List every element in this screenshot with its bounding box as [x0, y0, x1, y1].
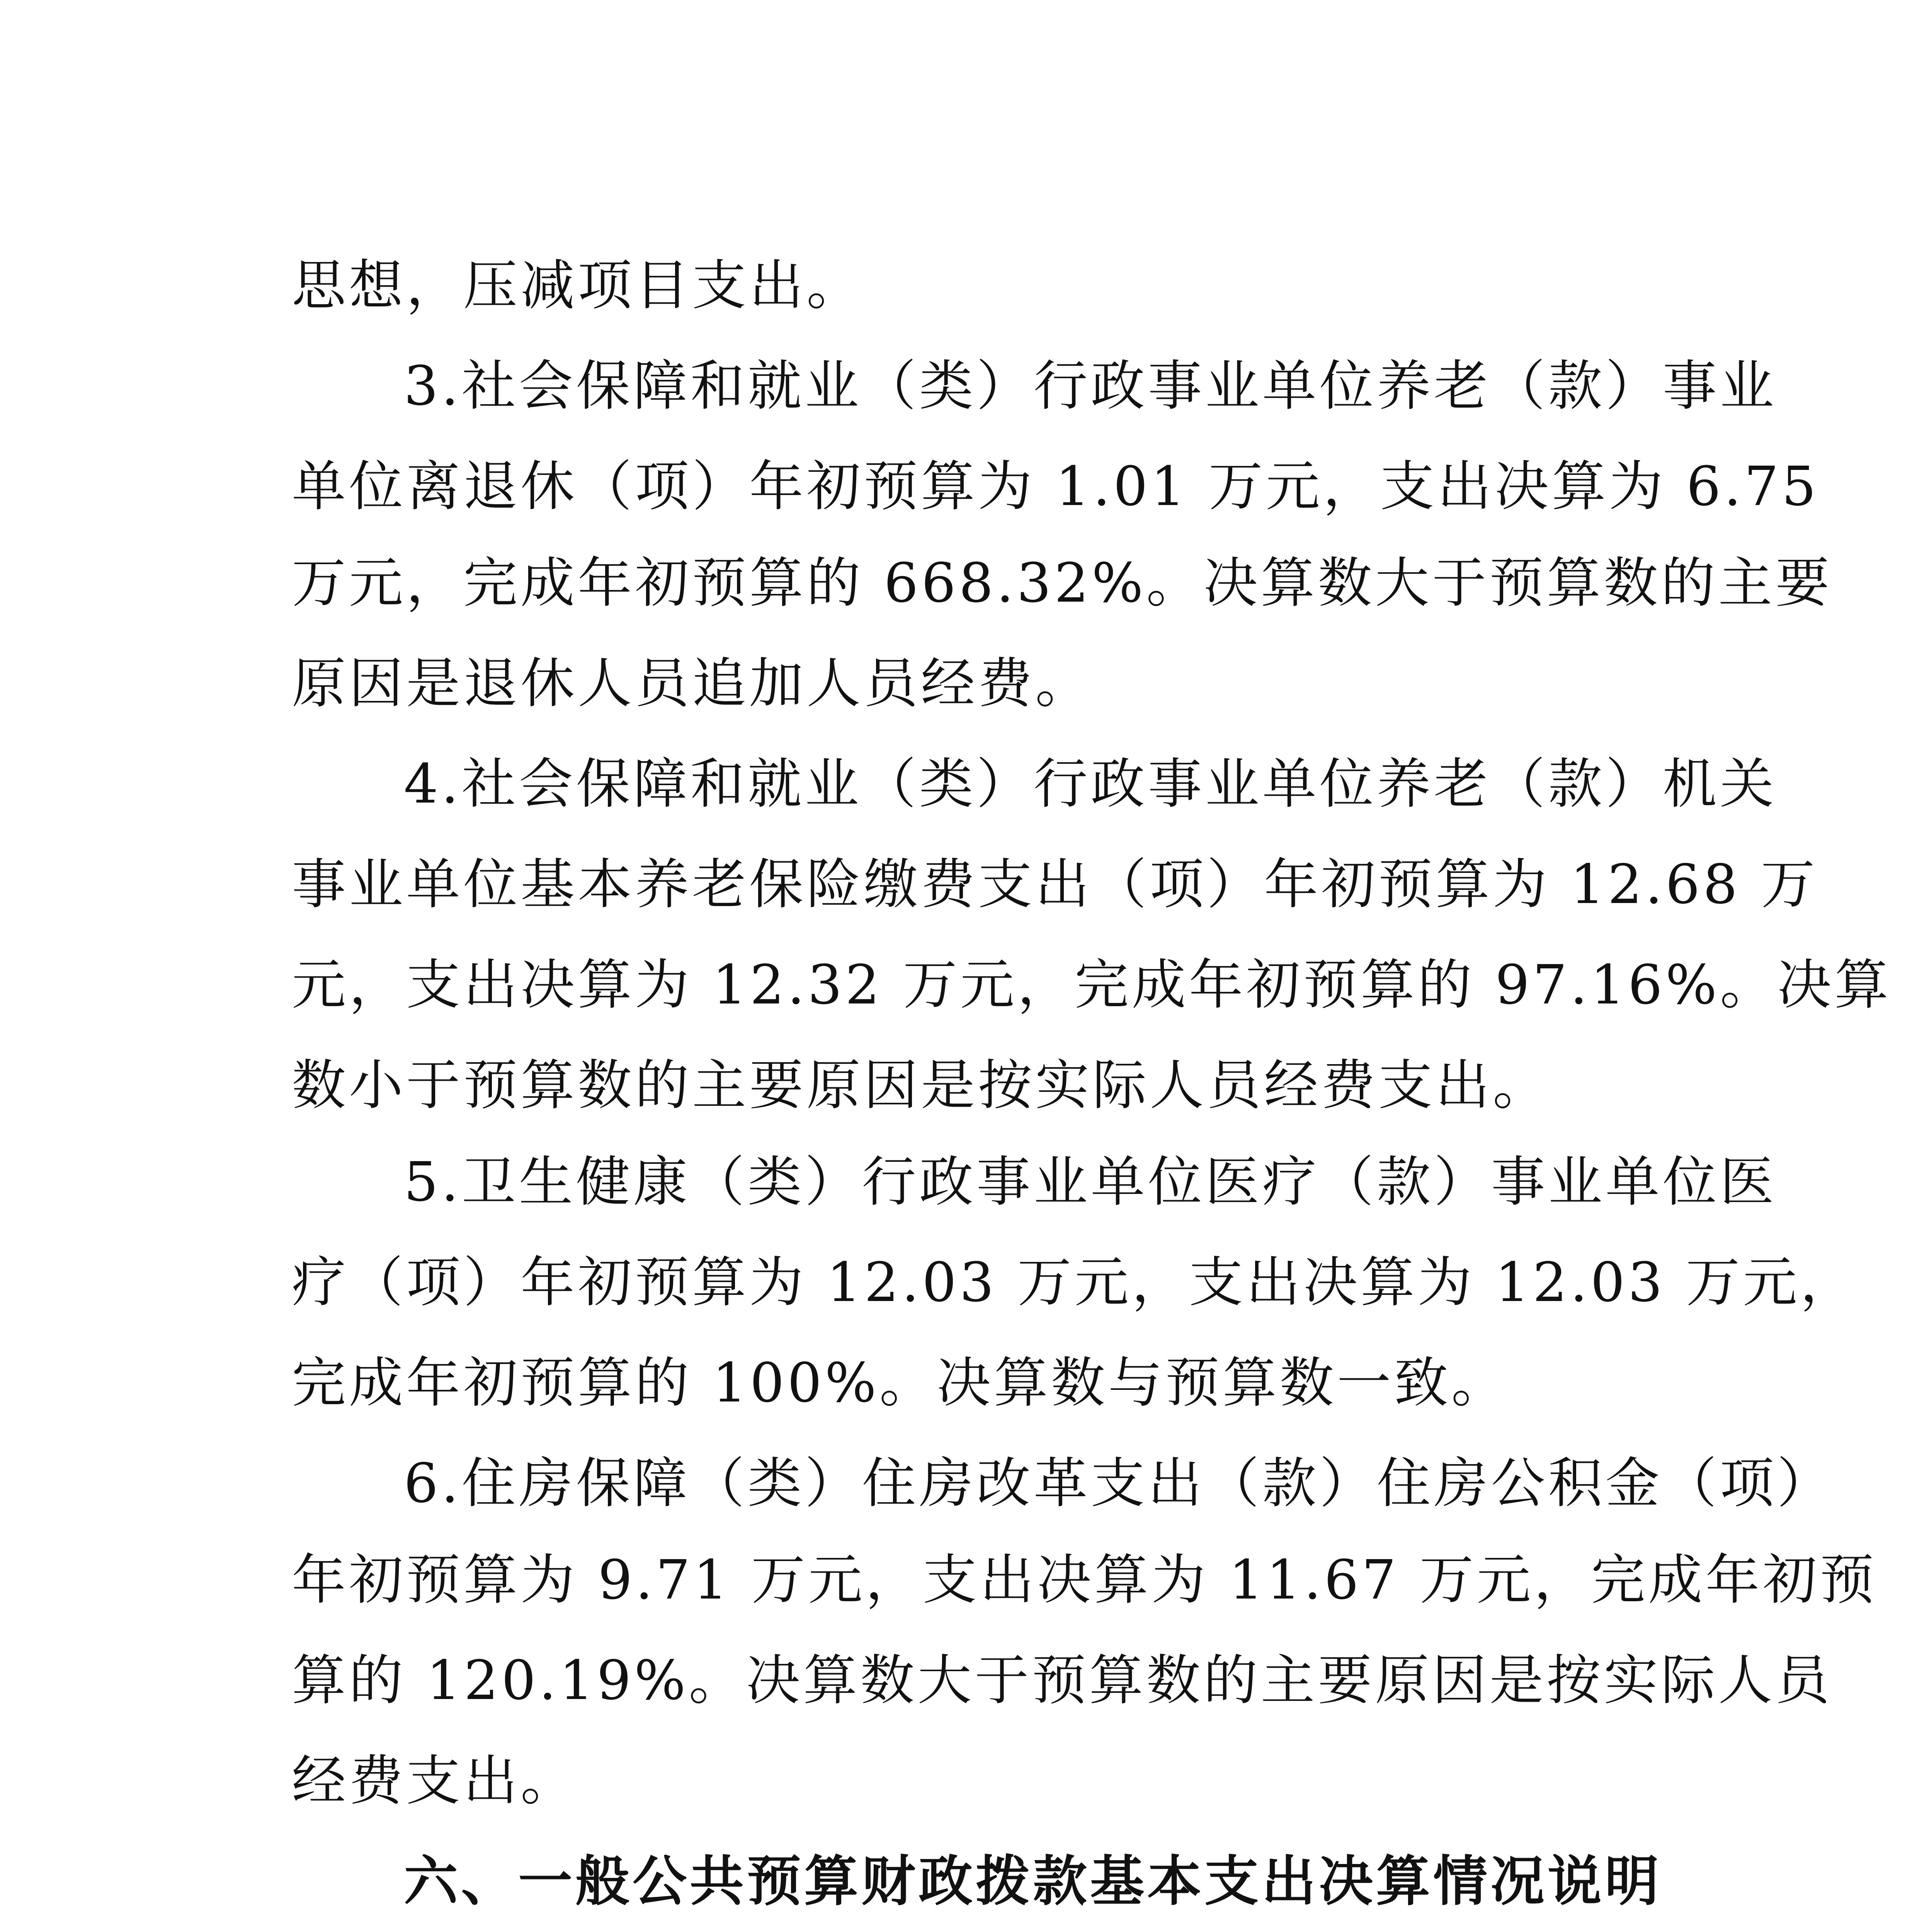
paragraph-line: 算的 120.19%。决算数大于预算数的主要原因是按实际人员: [292, 1649, 1833, 1712]
paragraph-line: 疗（项）年初预算为 12.03 万元，支出决算为 12.03 万元，: [292, 1251, 1857, 1314]
paragraph-line: 完成年初预算的 100%。决算数与预算数一致。: [292, 1352, 1509, 1415]
paragraph-line: 3.社会保障和就业（类）行政事业单位养老（款）事业: [404, 355, 1777, 418]
section-heading: 六、一般公共预算财政拨款基本支出决算情况说明: [404, 1850, 1662, 1913]
paragraph-line: 年初预算为 9.71 万元，支出决算为 11.67 万元，完成年初预: [292, 1549, 1877, 1612]
paragraph-line: 5.卫生健康（类）行政事业单位医疗（款）事业单位医: [404, 1151, 1777, 1214]
paragraph-line: 原因是退休人员追加人员经费。: [292, 652, 1093, 715]
paragraph-line: 元，支出决算为 12.32 万元，完成年初预算的 97.16%。决算: [292, 954, 1892, 1017]
paragraph-line: 单位离退休（项）年初预算为 1.01 万元，支出决算为 6.75: [292, 455, 1819, 518]
paragraph-line: 事业单位基本养老保险缴费支出（项）年初预算为 12.68 万: [292, 853, 1818, 916]
paragraph-line: 4.社会保障和就业（类）行政事业单位养老（款）机关: [404, 753, 1777, 816]
paragraph-line: 万元，完成年初预算的 668.32%。决算数大于预算数的主要: [292, 552, 1833, 615]
paragraph-line: 思想，压减项目支出。: [292, 254, 864, 317]
paragraph-line: 6.住房保障（类）住房改革支出（款）住房公积金（项）: [404, 1452, 1834, 1515]
paragraph-line: 数小于预算数的主要原因是按实际人员经费支出。: [292, 1054, 1550, 1117]
paragraph-line: 经费支出。: [292, 1750, 578, 1813]
